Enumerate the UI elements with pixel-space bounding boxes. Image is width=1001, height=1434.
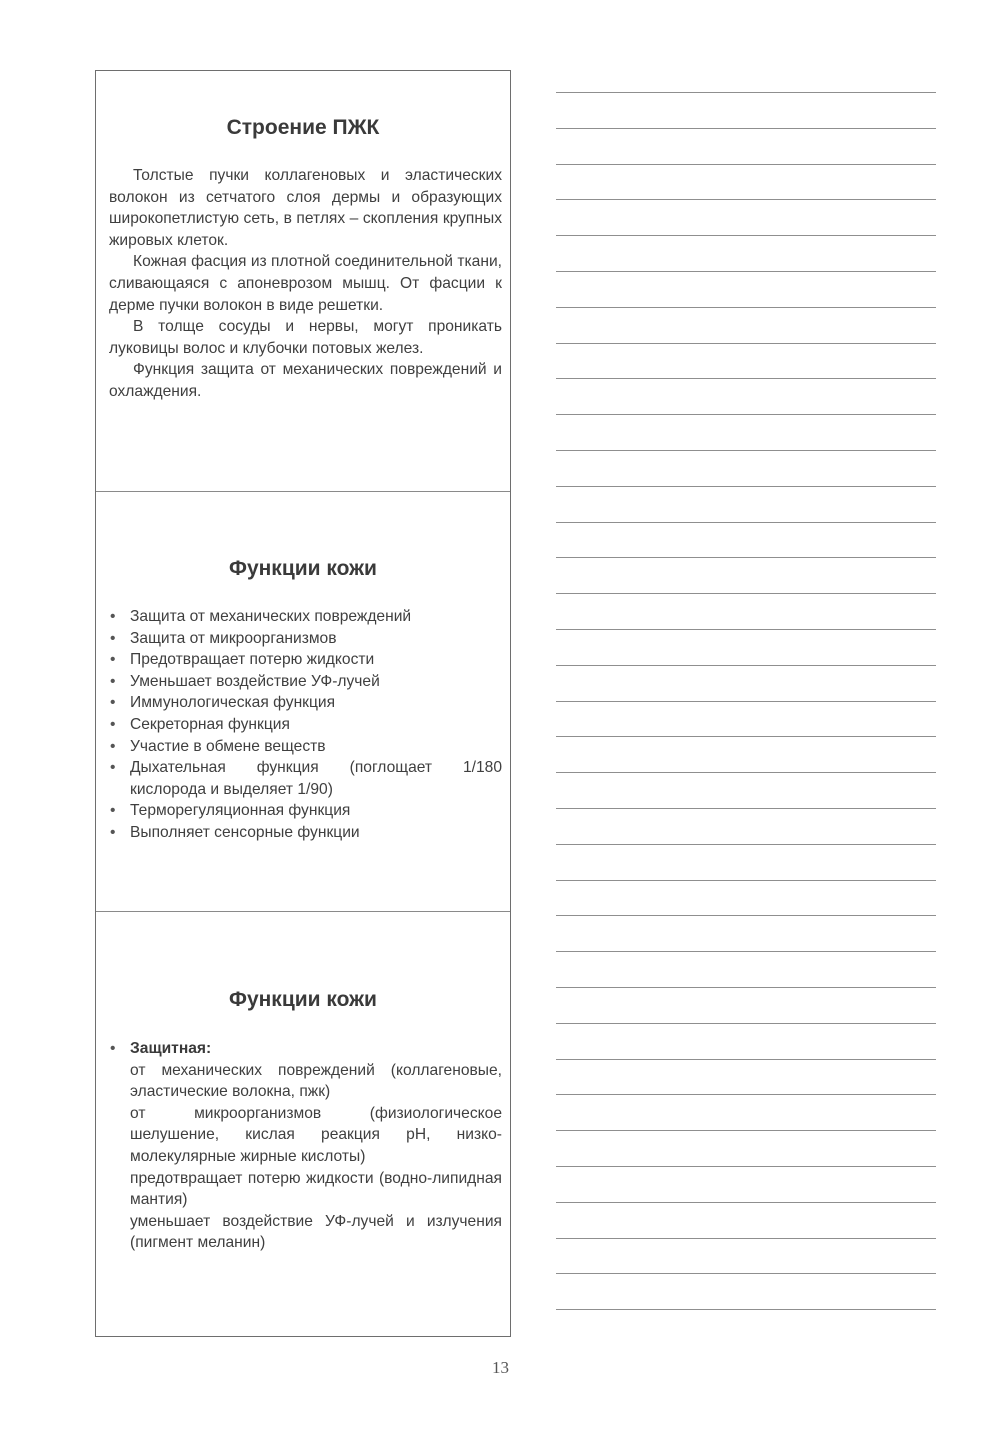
ruled-line [556,235,936,236]
ruled-line [556,128,936,129]
ruled-line [556,951,936,952]
paragraph: Функция защита от механических повреждений и охлаждения. [109,361,502,400]
list-item: • Защита от механических повреждений [109,606,502,628]
section-title: Функции кожи [229,988,377,1011]
ruled-line [556,1202,936,1203]
ruled-line [556,271,936,272]
ruled-line [556,701,936,702]
paragraph: Толстые пучки коллагеновых и эластических волокон из сетчатого слоя дермы и образующих широкопетлистую сеть, в петлях – скопления крупных жировых клеток. [109,167,502,249]
ruled-line [556,486,936,487]
detail-line: уменьшает воздействие УФ-лучей и излучения (пигмент меланин) [130,1212,502,1252]
section-title: Функции кожи [229,557,377,580]
list-item: • Защита от микроорганизмов [109,628,502,650]
paragraph: Кожная фасция из плотной соединительной ткани, сливающаяся с апоневрозом мышц. От фасции к дерме пучки волокон в виде решетки. [109,253,502,314]
section-skin-functions-list [96,492,510,911]
ruled-line [556,1023,936,1024]
ruled-line [556,378,936,379]
function-detail-list [109,1038,502,1254]
ruled-line [556,593,936,594]
ruled-line [556,772,936,773]
ruled-line [556,1059,936,1060]
ruled-line [556,164,936,165]
ruled-line [556,450,936,451]
ruled-line [556,629,936,630]
ruled-line [556,880,936,881]
list-item: • Секреторная функция [109,714,502,736]
ruled-line [556,92,936,93]
ruled-line [556,522,936,523]
section-skin-functions-protective [96,912,510,1337]
function-list [109,606,502,844]
section-body [109,606,502,844]
ruled-line [556,1094,936,1095]
note-lines [556,92,936,1332]
section-body [109,1038,502,1254]
ruled-line [556,557,936,558]
ruled-line [556,1273,936,1274]
section-subcutaneous-structure [96,71,510,491]
ruled-line [556,915,936,916]
ruled-line [556,1238,936,1239]
ruled-line [556,343,936,344]
list-item: • Иммунологическая функция [109,692,502,714]
section-body [109,165,502,403]
content-panel [95,70,511,1337]
item-heading: Защитная: [130,1040,212,1057]
ruled-line [556,736,936,737]
ruled-line [556,414,936,415]
ruled-line [556,665,936,666]
list-item [109,1038,502,1254]
detail-line: предотвращает потерю жидкости (водно-липидная мантия) [130,1169,502,1209]
page-number: 13 [492,1358,509,1377]
ruled-line [556,844,936,845]
list-item: • Выполняет сенсорные функции [109,822,502,844]
ruled-line [556,307,936,308]
list-item: • Предотвращает потерю жидкости [109,649,502,671]
ruled-line [556,987,936,988]
ruled-line [556,1130,936,1131]
ruled-line [556,808,936,809]
list-item: • Терморегуляционная функция [109,800,502,822]
paragraph: В толще сосуды и нервы, могут проникать луковицы волос и клубочки потовых желез. [109,318,502,357]
section-title: Строение ПЖК [226,116,380,139]
list-item: • Уменьшает воздействие УФ-лучей [109,671,502,693]
ruled-line [556,199,936,200]
ruled-line [556,1309,936,1310]
detail-line: от механических повреждений (коллагеновые, эластические волокна, пжк) [130,1061,502,1101]
detail-line: от микроорганизмов (физиологическое шелушение, кислая реакция pH, низкомолекулярные жирные кислоты) [130,1104,502,1165]
list-item: • Дыхательная функция (поглощает 1/180 кислорода и выделяет 1/90) [109,757,502,800]
ruled-line [556,1166,936,1167]
list-item: • Участие в обмене веществ [109,736,502,758]
